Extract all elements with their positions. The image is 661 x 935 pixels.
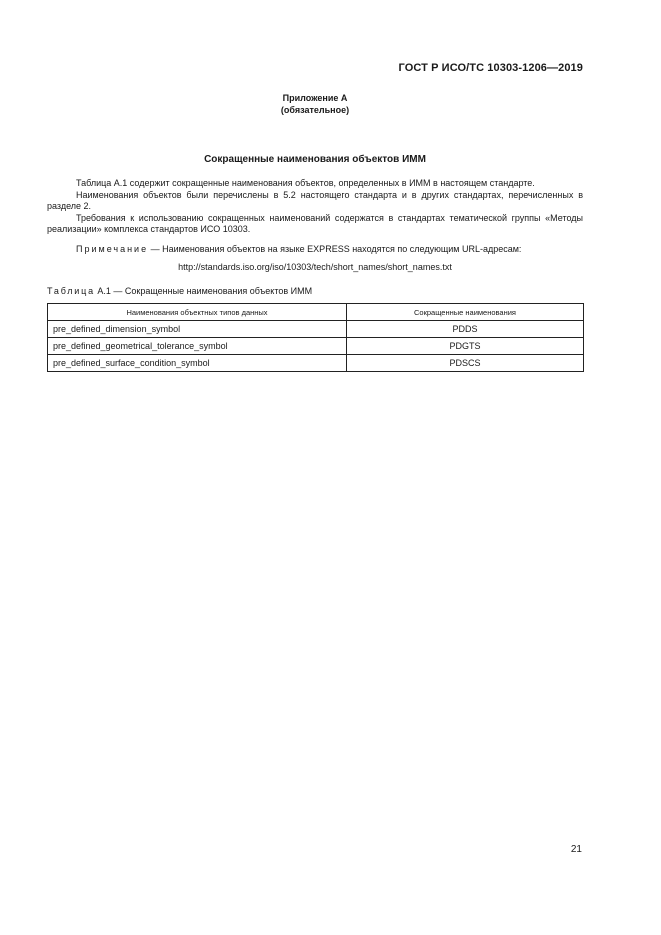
- body-text: [47, 178, 583, 236]
- table-header-row: [48, 304, 584, 321]
- column-header-short-names: Сокращенные наименования: [347, 304, 584, 321]
- annex-status: (обязательное): [280, 105, 350, 115]
- short-name-cell: PDGTS: [347, 338, 584, 355]
- paragraph: Таблица А.1 содержит сокращенные наименования объектов, определенных в ИММ в настоящем стандарте.: [76, 178, 535, 188]
- table-caption-text: А.1 — Сокращенные наименования объектов ИММ: [94, 286, 313, 296]
- note-line: [47, 244, 583, 255]
- entity-name-cell: pre_defined_surface_condition_symbol: [48, 355, 347, 372]
- note-url: http://standards.iso.org/iso/10303/tech/short_names/short_names.txt: [178, 262, 452, 272]
- entity-name-cell: pre_defined_geometrical_tolerance_symbol: [48, 338, 347, 355]
- short-name-cell: PDSCS: [347, 355, 584, 372]
- table-caption-label: Таблица: [47, 286, 95, 296]
- column-header-entity-names: Наименования объектных типов данных: [48, 304, 347, 321]
- note-label: Примечание: [76, 244, 149, 254]
- table-caption: [47, 286, 312, 296]
- paragraph: Наименования объектов были перечислены в 5.2 настоящего стандарта и в других стандартах, перечисленных в разделе 2.: [47, 189, 583, 211]
- short-name-cell: PDDS: [347, 321, 584, 338]
- section-title: Сокращенные наименования объектов ИММ: [204, 154, 426, 165]
- short-names-table: [47, 303, 584, 372]
- table-row: [48, 321, 584, 338]
- document-header: ГОСТ Р ИСО/ТС 10303-1206—2019: [398, 62, 583, 74]
- annex-title: Приложение А: [282, 93, 348, 103]
- table-row: [48, 355, 584, 372]
- annex-heading: [0, 92, 630, 116]
- page-number: 21: [570, 844, 582, 855]
- note: [47, 244, 583, 255]
- paragraph: Требования к использованию сокращенных наименований содержатся в стандартах тематической группы «Методы реализации» комплекса стандартов ИСО 10303.: [47, 212, 583, 234]
- entity-name-cell: pre_defined_dimension_symbol: [48, 321, 347, 338]
- note-text: — Наименования объектов на языке EXPRESS находятся по следующим URL-адресам:: [148, 244, 522, 254]
- table-row: [48, 338, 584, 355]
